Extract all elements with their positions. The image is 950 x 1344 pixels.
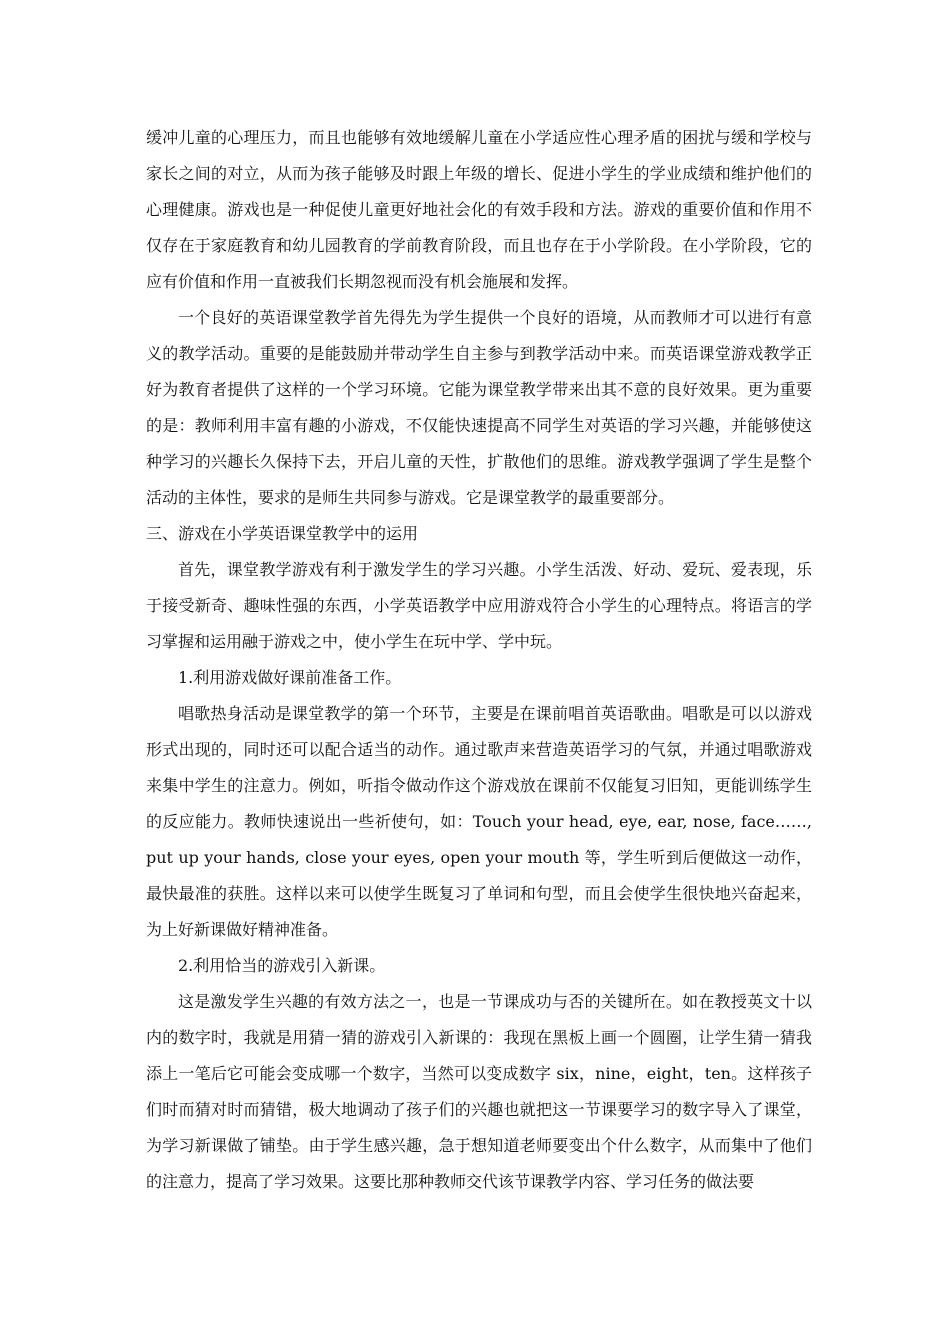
paragraph-continuation: 缓冲儿童的心理压力，而且也能够有效地缓解儿童在小学适应性心理矛盾的困扰与缓和学校与家长之间的对立，从而为孩子能够及时跟上年级的增长、促进小学生的学业成绩和维护他们的心理健康。游戏也是一种促使儿童更好地社会化的有效手段和方法。游戏的重要价值和作用不仅存在于家庭教育和幼儿园教育的学前教育阶段，而且也存在于小学阶段。在小学阶段，它的应有价值和作用一直被我们长期忽视而没有机会施展和发挥。 — [146, 128, 812, 291]
paragraph-english-classroom: 一个良好的英语课堂教学首先得先为学生提供一个良好的语境，从而教师才可以进行有意义的教学活动。重要的是能鼓励并带动学生自主参与到教学活动中来。而英语课堂游戏教学正好为教育者提供了这样的一个学习环境。它能为课堂教学带来出其不意的良好效果。更为重要的是：教师利用丰富有趣的小游戏，不仅能快速提高不同学生对英语的学习兴趣，并能够使这种学习的兴趣长久保持下去，开启儿童的天性，扩散他们的思维。游戏教学强调了学生是整个活动的主体性，要求的是师生共同参与游戏。它是课堂教学的最重要部分。 — [146, 308, 812, 507]
section-heading-three: 三、游戏在小学英语课堂教学中的运用 — [146, 524, 419, 543]
paragraph-singing-warmup: 唱歌热身活动是课堂教学的第一个环节，主要是在课前唱首英语歌曲。唱歌是可以以游戏形式出现的，同时还可以配合适当的动作。通过歌声来营造英语学习的气氛，并通过唱歌游戏来集中学生的注意力。例如，听指令做动作这个游戏放在课前不仅能复习旧知，更能训练学生的反应能力。教师快速说出一些祈使句，如：Touch your head, eye, ear, nose, face……, put up your hands, close your eyes, open your mouth 等，学生听到后便做这一动作，最快最准的获胜。这样以来可以使学生既复习了单词和句型，而且会使学生很快地兴奋起来，为上好新课做好精神准备。 — [146, 704, 812, 939]
document-body — [146, 120, 812, 1200]
paragraph-introduce-new-lesson: 这是激发学生兴趣的有效方法之一，也是一节课成功与否的关键所在。如在教授英文十以内的数字时，我就是用猜一猜的游戏引入新课的：我现在黑板上画一个圆圈，让学生猜一猜我添上一笔后它可能会变成哪一个数字，当然可以变成数字 six，nine，eight，ten。这样孩子们时而猜对时而猜错，极大地调动了孩子们的兴趣也就把这一节课要学习的数字导入了课堂，为学习新课做了铺垫。由于学生感兴趣，急于想知道老师要变出个什么数字，从而集中了他们的注意力，提高了学习效果。这要比那种教师交代该节课教学内容、学习任务的做法要 — [146, 992, 812, 1191]
paragraph-first-interest: 首先，课堂教学游戏有利于激发学生的学习兴趣。小学生活泼、好动、爱玩、爱表现，乐于接受新奇、趣味性强的东西，小学英语教学中应用游戏符合小学生的心理特点。将语言的学习掌握和运用融于游戏之中，使小学生在玩中学、学中玩。 — [146, 560, 812, 651]
subheading-two: 2.利用恰当的游戏引入新课。 — [178, 956, 386, 975]
subheading-one: 1.利用游戏做好课前准备工作。 — [178, 668, 402, 687]
